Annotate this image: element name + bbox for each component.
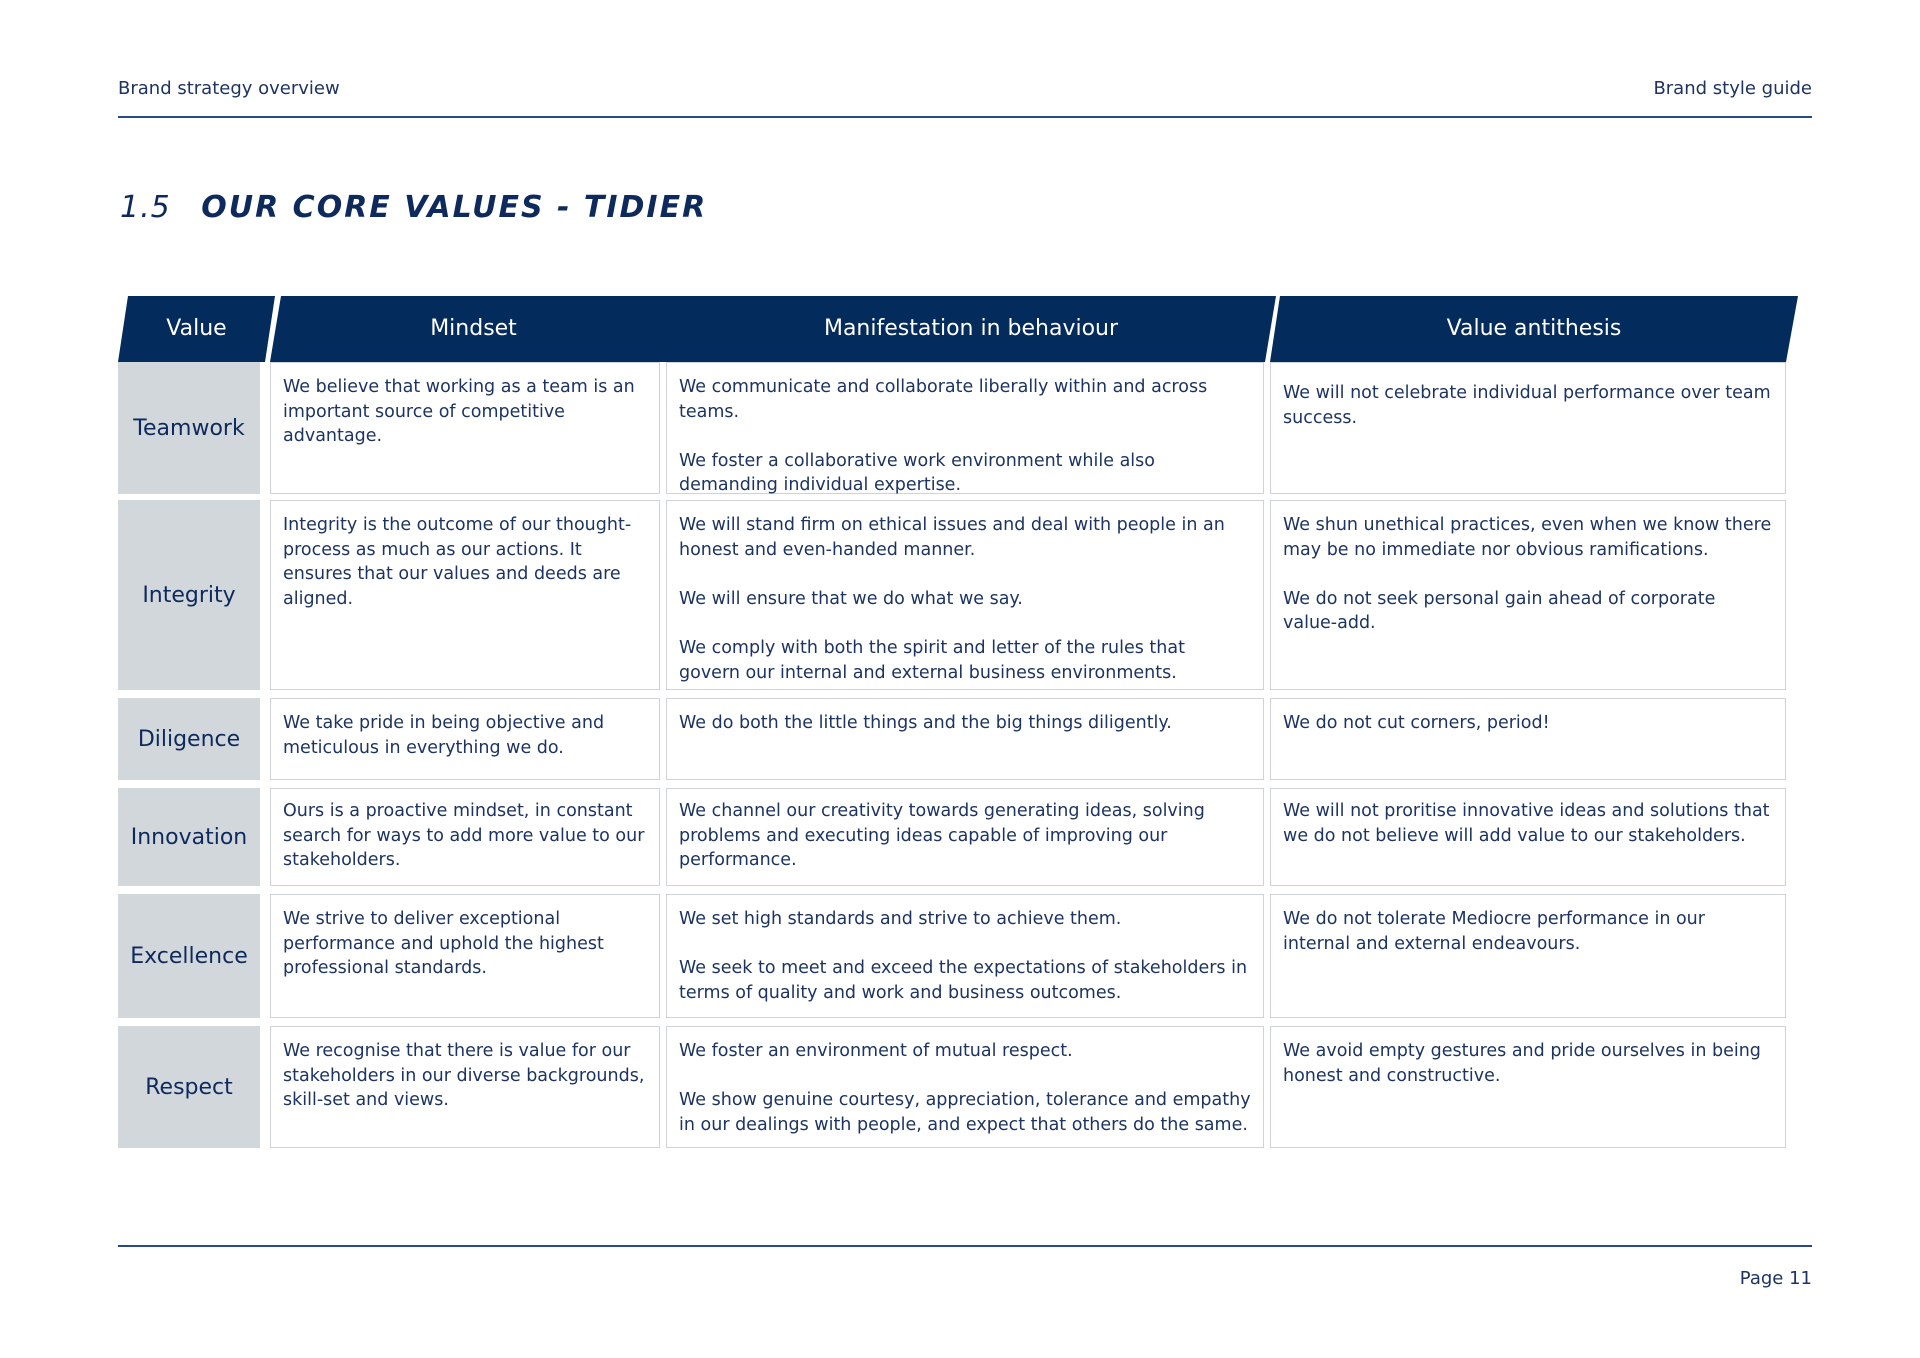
antithesis-cell <box>1270 788 1786 886</box>
antithesis-cell <box>1270 894 1786 1018</box>
mindset-cell <box>270 894 660 1018</box>
value-name: Teamwork <box>118 362 260 494</box>
mindset-text: We recognise that there is value for our stakeholders in our diverse backgrounds, skill-set and views. <box>283 1041 645 1111</box>
behaviour-text: We communicate and collaborate liberally within and across teams. <box>679 377 1208 422</box>
antithesis-text: We avoid empty gestures and pride ourselves in being honest and constructive. <box>1283 1041 1761 1086</box>
section-title: OUR CORE VALUES - TIDIER <box>201 190 708 225</box>
value-name: Diligence <box>118 698 260 780</box>
antithesis-text: We do not seek personal gain ahead of corporate value-add. <box>1283 588 1716 634</box>
mindset-text: We strive to deliver exceptional performance and uphold the highest professional standards. <box>283 909 604 979</box>
column-header-mindset: Mindset <box>430 316 517 341</box>
value-name: Integrity <box>118 500 260 690</box>
antithesis-cell <box>1270 1026 1786 1148</box>
behaviour-cell <box>666 788 1264 886</box>
behaviour-text: We show genuine courtesy, appreciation, tolerance and empathy in our dealings with people, and expect that others do the same. <box>679 1090 1251 1135</box>
mindset-cell <box>270 500 660 690</box>
column-header-behaviour: Manifestation in behaviour <box>823 316 1119 341</box>
behaviour-text: We foster an environment of mutual respect. <box>679 1041 1073 1061</box>
antithesis-text: We do not cut corners, period! <box>1283 713 1550 733</box>
mindset-text: We take pride in being objective and meticulous in everything we do. <box>283 713 605 758</box>
antithesis-cell <box>1270 698 1786 780</box>
behaviour-text: We foster a collaborative work environment while also demanding individual expertise. <box>679 450 1155 496</box>
value-name: Innovation <box>118 788 260 886</box>
column-header-antithesis: Value antithesis <box>1446 316 1622 341</box>
behaviour-text: We channel our creativity towards generating ideas, solving problems and executing ideas capable of improving our performance. <box>679 801 1205 871</box>
antithesis-text: We do not tolerate Mediocre performance in our internal and external endeavours. <box>1283 909 1705 954</box>
behaviour-cell <box>666 698 1264 780</box>
mindset-text: We believe that working as a team is an important source of competitive advantage. <box>283 377 635 447</box>
table-header-row <box>118 296 1798 362</box>
antithesis-text: We will not celebrate individual performance over team success. <box>1283 383 1771 428</box>
behaviour-text: We set high standards and strive to achieve them. <box>679 909 1122 929</box>
antithesis-cell <box>1270 362 1786 494</box>
mindset-cell <box>270 1026 660 1148</box>
behaviour-text: We will ensure that we do what we say. <box>679 588 1023 609</box>
mindset-text: Integrity is the outcome of our thought-process as much as our actions. It ensures that our values and deeds are aligned. <box>283 515 632 609</box>
behaviour-text: We do both the little things and the big things diligently. <box>679 713 1172 733</box>
mindset-cell <box>270 362 660 494</box>
antithesis-text: We shun unethical practices, even when we know there may be no immediate nor obvious ramifications. <box>1283 515 1772 560</box>
column-header-value: Value <box>166 316 227 341</box>
footer-divider <box>118 1245 1812 1247</box>
section-number: 1.5 <box>120 190 171 225</box>
behaviour-text: We will stand firm on ethical issues and deal with people in an honest and even-handed manner. <box>679 515 1225 560</box>
antithesis-cell <box>1270 500 1786 690</box>
page-number: Page 11 <box>1739 1268 1812 1289</box>
mindset-cell <box>270 698 660 780</box>
value-name: Respect <box>118 1026 260 1148</box>
document-name-label: Brand style guide <box>1653 78 1812 99</box>
behaviour-cell <box>666 362 1264 494</box>
mindset-text: Ours is a proactive mindset, in constant search for ways to add more value to our stakeholders. <box>283 801 645 871</box>
behaviour-text: We seek to meet and exceed the expectations of stakeholders in terms of quality and work and business outcomes. <box>679 958 1248 1003</box>
behaviour-cell <box>666 894 1264 1018</box>
page-title <box>120 190 707 225</box>
document-section-label: Brand strategy overview <box>118 78 340 99</box>
behaviour-cell <box>666 500 1264 690</box>
behaviour-cell <box>666 1026 1264 1148</box>
mindset-cell <box>270 788 660 886</box>
header-divider <box>118 116 1812 118</box>
value-name: Excellence <box>118 894 260 1018</box>
antithesis-text: We will not proritise innovative ideas and solutions that we do not believe will add value to our stakeholders. <box>1283 801 1770 846</box>
behaviour-text: We comply with both the spirit and letter of the rules that govern our internal and external business environments. <box>679 637 1185 683</box>
